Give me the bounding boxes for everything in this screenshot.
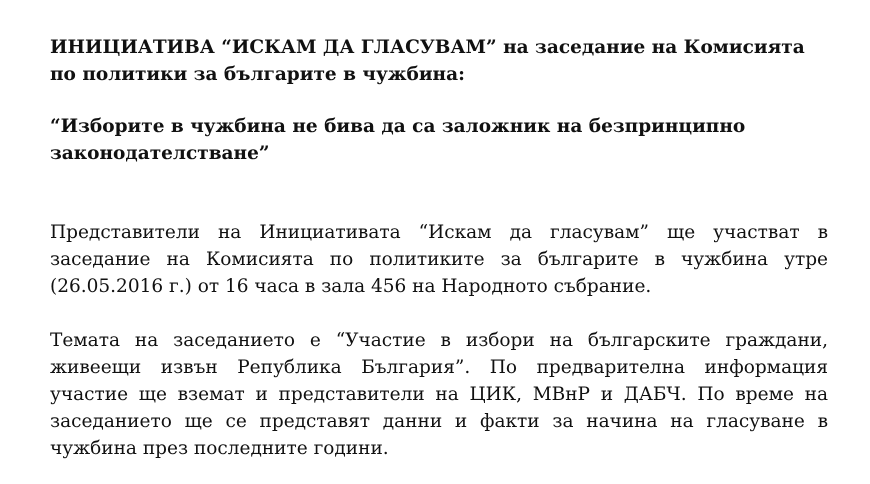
paragraph-announcement: Представители на Инициативата “Искам да гласувам” ще участват в заседание на Комисията по политиките за българите в чужбина утре (26.05.2016 г.) от 16 часа в зала 456 на Народното събрание. xyxy=(50,222,828,297)
document-heading: ИНИЦИАТИВА “ИСКАМ ДА ГЛАСУВАМ” на заседание на Комисията по политики за българите в чужбина: xyxy=(50,37,805,85)
document-subheading: “Изборите в чужбина не бива да са заложник на безпринципно законодателстване” xyxy=(50,116,746,164)
document-body xyxy=(50,34,828,462)
paragraph-topic: Темата на заседанието е “Участие в избори на българските граждани, живеещи извън Република България”. По предварителна информация участие ще вземат и представители на ЦИК, МВнР и ДАБЧ. По време на заседанието ще се представят данни и факти за начина на гласуване в чужбина през последните години. xyxy=(50,330,828,459)
